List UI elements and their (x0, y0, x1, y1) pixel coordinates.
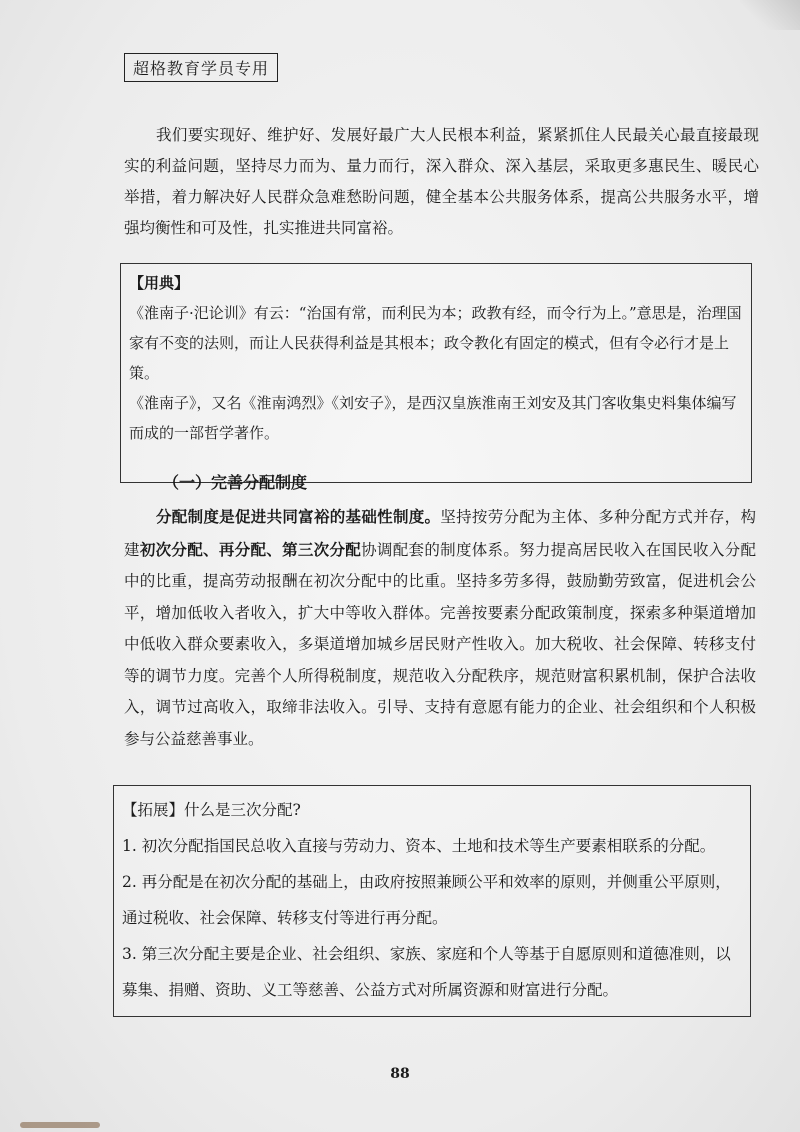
extension-item-1: 1. 初次分配指国民总收入直接与劳动力、资本、土地和技术等生产要素相联系的分配。 (122, 837, 716, 855)
quote-box-line1: 《淮南子·汜论训》有云：“治国有常，而利民为本；政教有经，而令行为上。”意思是，治理国家有不变的法则，而让人民获得利益是其根本；政令教化有固定的模式，但有令必行才是上策。 (129, 304, 742, 382)
quote-box-line2: 《淮南子》，又名《淮南鸿烈》《刘安子》，是西汉皇族淮南王刘安及其门客收集史料集体编写而成的一部哲学著作。 (129, 394, 737, 442)
section-body-c: 协调配套的制度体系。努力提高居民收入在国民收入分配中的比重，提高劳动报酬在初次分配中的比重。坚持多劳多得，鼓励勤劳致富，促进机会公平，增加低收入者收入，扩大中等收入群体。完善按要素分配政策制度，探索多种渠道增加中低收入群众要素收入，多渠道增加城乡居民财产性收入。加大税收、社会保障、转移支付等的调节力度。完善个人所得税制度，规范收入分配秩序，规范财富积累机制，保护合法收入，调节过高收入，取缔非法收入。引导、支持有意愿有能力的企业、社会组织和个人积极参与公益慈善事业。 (124, 540, 756, 748)
corner-shadow (740, 0, 800, 30)
header-tag: 超格教育学员专用 (124, 53, 278, 82)
extension-box (113, 785, 751, 1017)
section-heading: （一）完善分配制度 (163, 473, 308, 492)
extension-item-3: 3. 第三次分配主要是企业、社会组织、家族、家庭和个人等基于自愿原则和道德准则，以募集、捐赠、资助、义工等慈善、公益方式对所属资源和财富进行分配。 (122, 945, 731, 999)
section-lead: 分配制度是促进共同富裕的基础性制度。 (156, 507, 441, 526)
page-number: 88 (390, 1066, 410, 1082)
bottom-smudge (20, 1122, 100, 1128)
extension-box-title: 【拓展】什么是三次分配? (122, 801, 301, 819)
extension-item-2: 2. 再分配是在初次分配的基础上，由政府按照兼顾公平和效率的原则，并侧重公平原则，通过税收、社会保障、转移支付等进行再分配。 (122, 873, 731, 927)
section-paragraph (124, 501, 756, 755)
section-bold-b: 初次分配、再分配、第三次分配 (139, 539, 362, 559)
quote-box-title: 【用典】 (129, 274, 190, 292)
section-body-a: 坚持按劳分配为主体、多种分配方式并存，构建 (124, 508, 756, 559)
intro-paragraph: 我们要实现好、维护好、发展好最广大人民根本利益，紧紧抓住人民最关心最直接最现实的利益问题，坚持尽力而为、量力而行，深入群众、深入基层，采取更多惠民生、暖民心举措，着力解决好人民群众急难愁盼问题，健全基本公共服务体系，提高公共服务水平，增强均衡性和可及性，扎实推进共同富裕。 (124, 126, 759, 237)
quote-box (120, 263, 752, 483)
